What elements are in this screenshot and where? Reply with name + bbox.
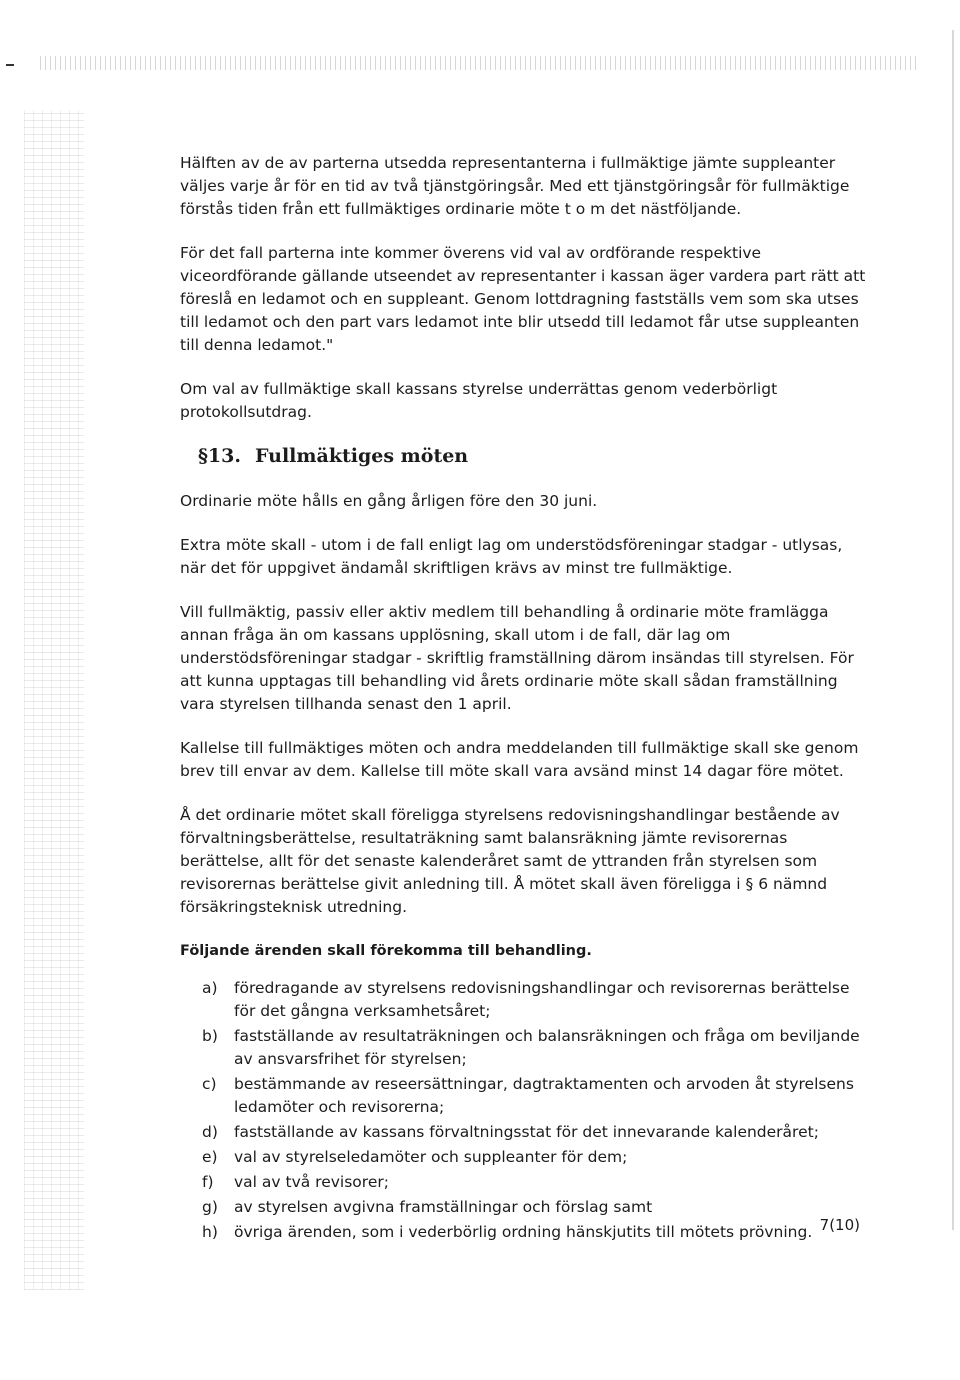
agenda-item-text: val av styrelseledamöter och suppleanter för dem; [234,1148,628,1166]
agenda-item-letter: g) [202,1198,218,1216]
agenda-item-text: föredragande av styrelsens redovisningshandlingar och revisorernas berättelse för det gångna verksamhetsåret; [234,979,850,1020]
page-number: 7(10) [819,1216,860,1234]
paragraph-notice: Kallelse till fullmäktiges möten och andra meddelanden till fullmäktige skall ske genom brev till envar av dem. Kallelse till möte skall vara avsänd minst 14 dagar före mötet. [180,739,859,780]
agenda-item [180,1121,870,1144]
section-title: Fullmäktiges möten [255,445,469,467]
agenda-item [180,1171,870,1194]
paragraph-ordinary-meeting: Ordinarie möte hålls en gång årligen före den 30 juni. [180,492,598,510]
agenda-item [180,1196,870,1219]
paragraph-proposals: Vill fullmäktig, passiv eller aktiv medlem till behandling å ordinarie möte framlägga annan fråga än om kassans upplösning, skall utom i de fall, där lag om understödsföreningar stadgar - skriftlig framställning därom insändas till styrelsen. För att kunna upptagas till behandling vid årets ordinarie möte skall sådan framställning vara styrelsen tillhanda senast den 1 april. [180,603,854,713]
document-body [180,152,870,1246]
paragraph-extra-meeting: Extra möte skall - utom i de fall enligt lag om understödsföreningar stadgar - utlysas, när det för uppgivet ändamål skriftligen krävs av minst tre fullmäktige. [180,536,843,577]
agenda-item-letter: e) [202,1148,218,1166]
agenda-item-text: fastställande av kassans förvaltningsstat för det innevarande kalenderåret; [234,1123,819,1141]
paragraph-term: Hälften av de av parterna utsedda representanterna i fullmäktige jämte suppleanter väljes varje år för en tid av två tjänstgöringsår. Med ett tjänstgöringsår för fullmäktige förstås tiden från ett fullmäktiges ordinarie möte t o m det nästföljande. [180,154,850,218]
agenda-list [180,977,870,1244]
agenda-item-letter: h) [202,1223,218,1241]
agenda-item [180,1025,870,1071]
agenda-item-letter: a) [202,979,218,997]
agenda-item [180,1146,870,1169]
scan-edge-right [952,30,954,1230]
agenda-item-letter: b) [202,1027,218,1045]
agenda-item-text: övriga ärenden, som i vederbörlig ordning hänskjutits till mötets prövning. [234,1223,813,1241]
agenda-heading: Följande ärenden skall förekomma till behandling. [180,943,592,959]
scan-noise-left [24,110,84,1290]
section-heading [198,445,870,468]
agenda-item [180,1221,870,1244]
section-number: §13. [198,445,241,467]
agenda-item-text: val av två revisorer; [234,1173,389,1191]
agenda-item [180,977,870,1023]
paragraph-election-dispute: För det fall parterna inte kommer överens vid val av ordförande respektive viceordförande gällande utseendet av representanter i kassan äger vardera part rätt att föreslå en ledamot och en suppleant. Genom lottdragning fastställs vem som ska utses till ledamot och den part vars ledamot inte blir utsedd till ledamot får utse suppleanten till denna ledamot." [180,244,866,354]
agenda-item-letter: d) [202,1123,218,1141]
paragraph-reports: Å det ordinarie mötet skall föreligga styrelsens redovisningshandlingar bestående av förvaltningsberättelse, resultaträkning samt balansräkning jämte revisorernas berättelse, allt för det senaste kalenderåret samt de yttranden från styrelsen som revisorernas berättelse givit anledning till. Å mötet skall även föreligga i § 6 nämnd försäkringsteknisk utredning. [180,806,840,916]
scan-mark [6,64,14,66]
agenda-item-text: fastställande av resultaträkningen och balansräkningen och fråga om beviljande av ansvarsfrihet för styrelsen; [234,1027,860,1068]
agenda-item-text: av styrelsen avgivna framställningar och förslag samt [234,1198,653,1216]
agenda-item-letter: f) [202,1173,214,1191]
agenda-item [180,1073,870,1119]
agenda-item-letter: c) [202,1075,217,1093]
paragraph-protocol: Om val av fullmäktige skall kassans styrelse underrättas genom vederbörligt protokollsutdrag. [180,380,778,421]
agenda-item-text: bestämmande av reseersättningar, dagtraktamenten och arvoden åt styrelsens ledamöter och revisorerna; [234,1075,854,1116]
scan-noise-top [40,56,920,70]
